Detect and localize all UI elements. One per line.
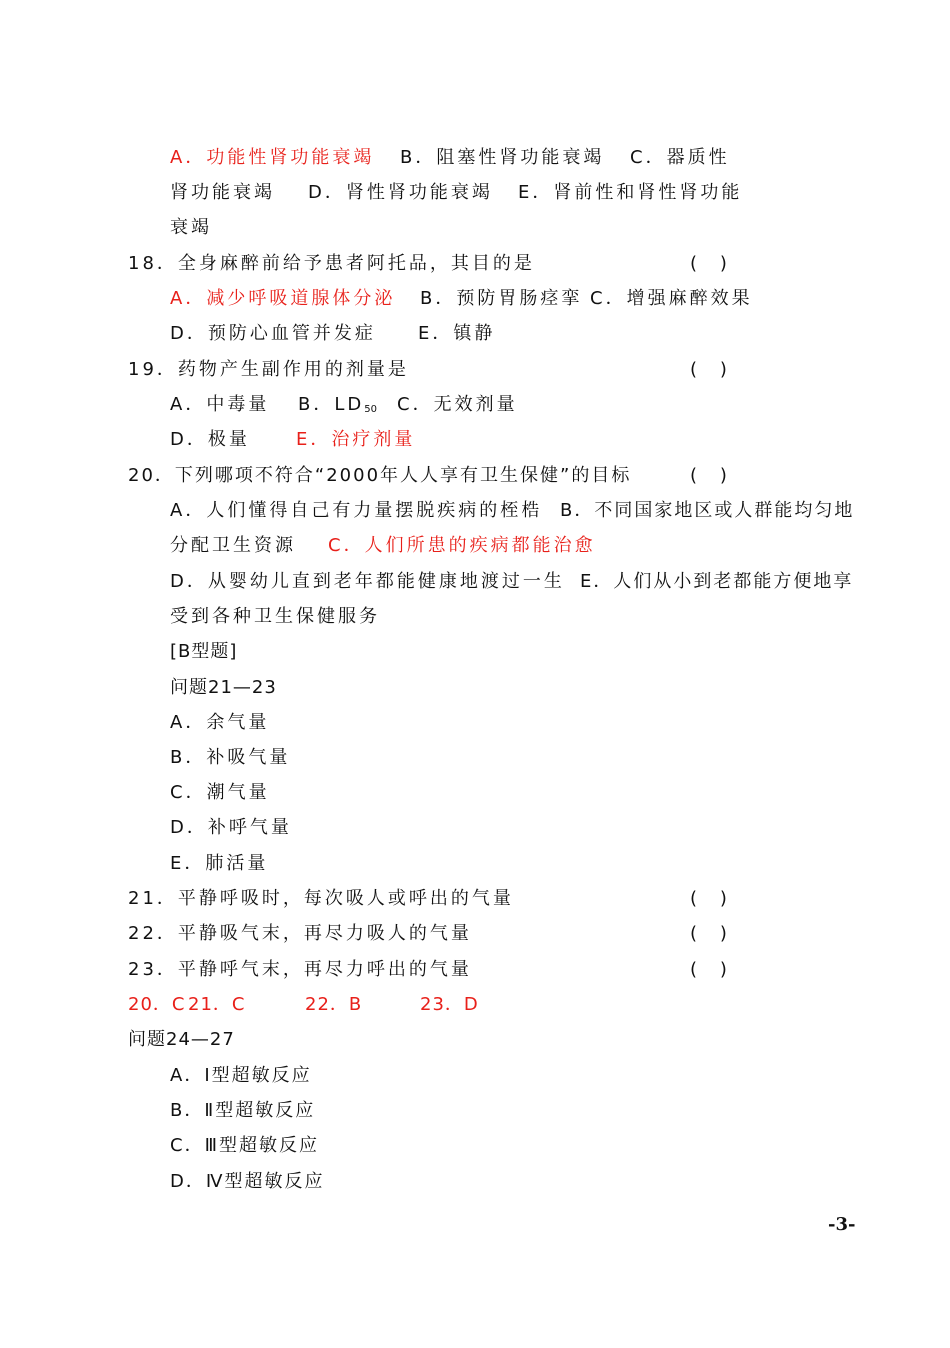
q20-option-d: D．从婴幼儿直到老年都能健康地渡过一生 [170,571,565,592]
q21-answer-paren: ( ) [690,888,727,909]
q20-option-b-cont: 分配卫生资源 [170,535,296,556]
q18-option-d: D．预防心血管并发症 [170,323,376,344]
q22-stem: 22．平静吸气末，再尽力吸人的气量 [128,923,472,944]
q17-option-e-cont: 衰竭 [170,217,212,238]
group2-option-d: D．Ⅳ型超敏反应 [170,1171,325,1192]
q20-answer-paren: ( ) [690,465,727,486]
group1-option-b: B．补吸气量 [170,747,291,768]
answer-23: 23．D [420,994,479,1015]
q17-option-c-cont: 肾功能衰竭 [170,182,275,203]
q18-option-a: A．减少呼吸道腺体分泌 [170,288,396,309]
q17-option-e: E．肾前性和肾性肾功能 [518,182,743,203]
q19-answer-paren: ( ) [690,359,727,380]
q17-option-c: C．器质性 [630,147,730,168]
page-number: -3- [828,1214,856,1235]
q18-option-b: B．预防胃肠痉挛 [420,288,583,309]
group1-option-a: A．余气量 [170,712,270,733]
group2-option-a: A．Ⅰ型超敏反应 [170,1065,312,1086]
q20-option-e-cont: 受到各种卫生保健服务 [170,606,380,627]
q18-option-c: C．增强麻醉效果 [590,288,753,309]
q19-option-c: C．无效剂量 [397,394,518,415]
answer-22: 22．B [305,994,363,1015]
q23-answer-paren: ( ) [690,959,727,980]
group1-option-d: D．补呼气量 [170,817,292,838]
q20-option-a: A．人们懂得自己有力量摆脱疾病的桎梏 [170,500,543,521]
q19-option-e: E．治疗剂量 [296,429,416,450]
q18-option-e: E．镇静 [418,323,496,344]
q18-stem: 18．全身麻醉前给予患者阿托品，其目的是 [128,253,535,274]
q19-option-a: A．中毒量 [170,394,270,415]
group1-option-c: C．潮气量 [170,782,270,803]
answer-21: 21．C [188,994,246,1015]
btype-header: [B型题] [170,641,238,662]
q17-option-a: A．功能性肾功能衰竭 [170,147,375,168]
group1-option-e: E．肺活量 [170,853,269,874]
q19-stem: 19．药物产生副作用的剂量是 [128,359,409,380]
q19-option-b: B．$LD_{50}$ [298,394,377,415]
q20-stem: 20．下列哪项不符合“2000年人人享有卫生保健”的目标 [128,465,632,486]
q20-option-b: B．不同国家地区或人群能均匀地 [560,500,855,521]
q20-option-e: E．人们从小到老都能方便地享 [580,571,854,592]
q20-option-c: C．人们所患的疾病都能治愈 [328,535,596,556]
group-21-23-title: 问题21—23 [170,677,277,698]
q23-stem: 23．平静呼气末，再尽力呼出的气量 [128,959,472,980]
q18-answer-paren: ( ) [690,253,727,274]
answer-20: 20．C [128,994,186,1015]
q22-answer-paren: ( ) [690,923,727,944]
group2-option-c: C．Ⅲ型超敏反应 [170,1135,319,1156]
q21-stem: 21．平静呼吸时，每次吸人或呼出的气量 [128,888,514,909]
q19-option-d: D．极量 [170,429,250,450]
q17-option-b: B．阻塞性肾功能衰竭 [400,147,605,168]
q17-option-d: D．肾性肾功能衰竭 [308,182,493,203]
group-24-27-title: 问题24—27 [128,1029,235,1050]
group2-option-b: B．Ⅱ型超敏反应 [170,1100,316,1121]
